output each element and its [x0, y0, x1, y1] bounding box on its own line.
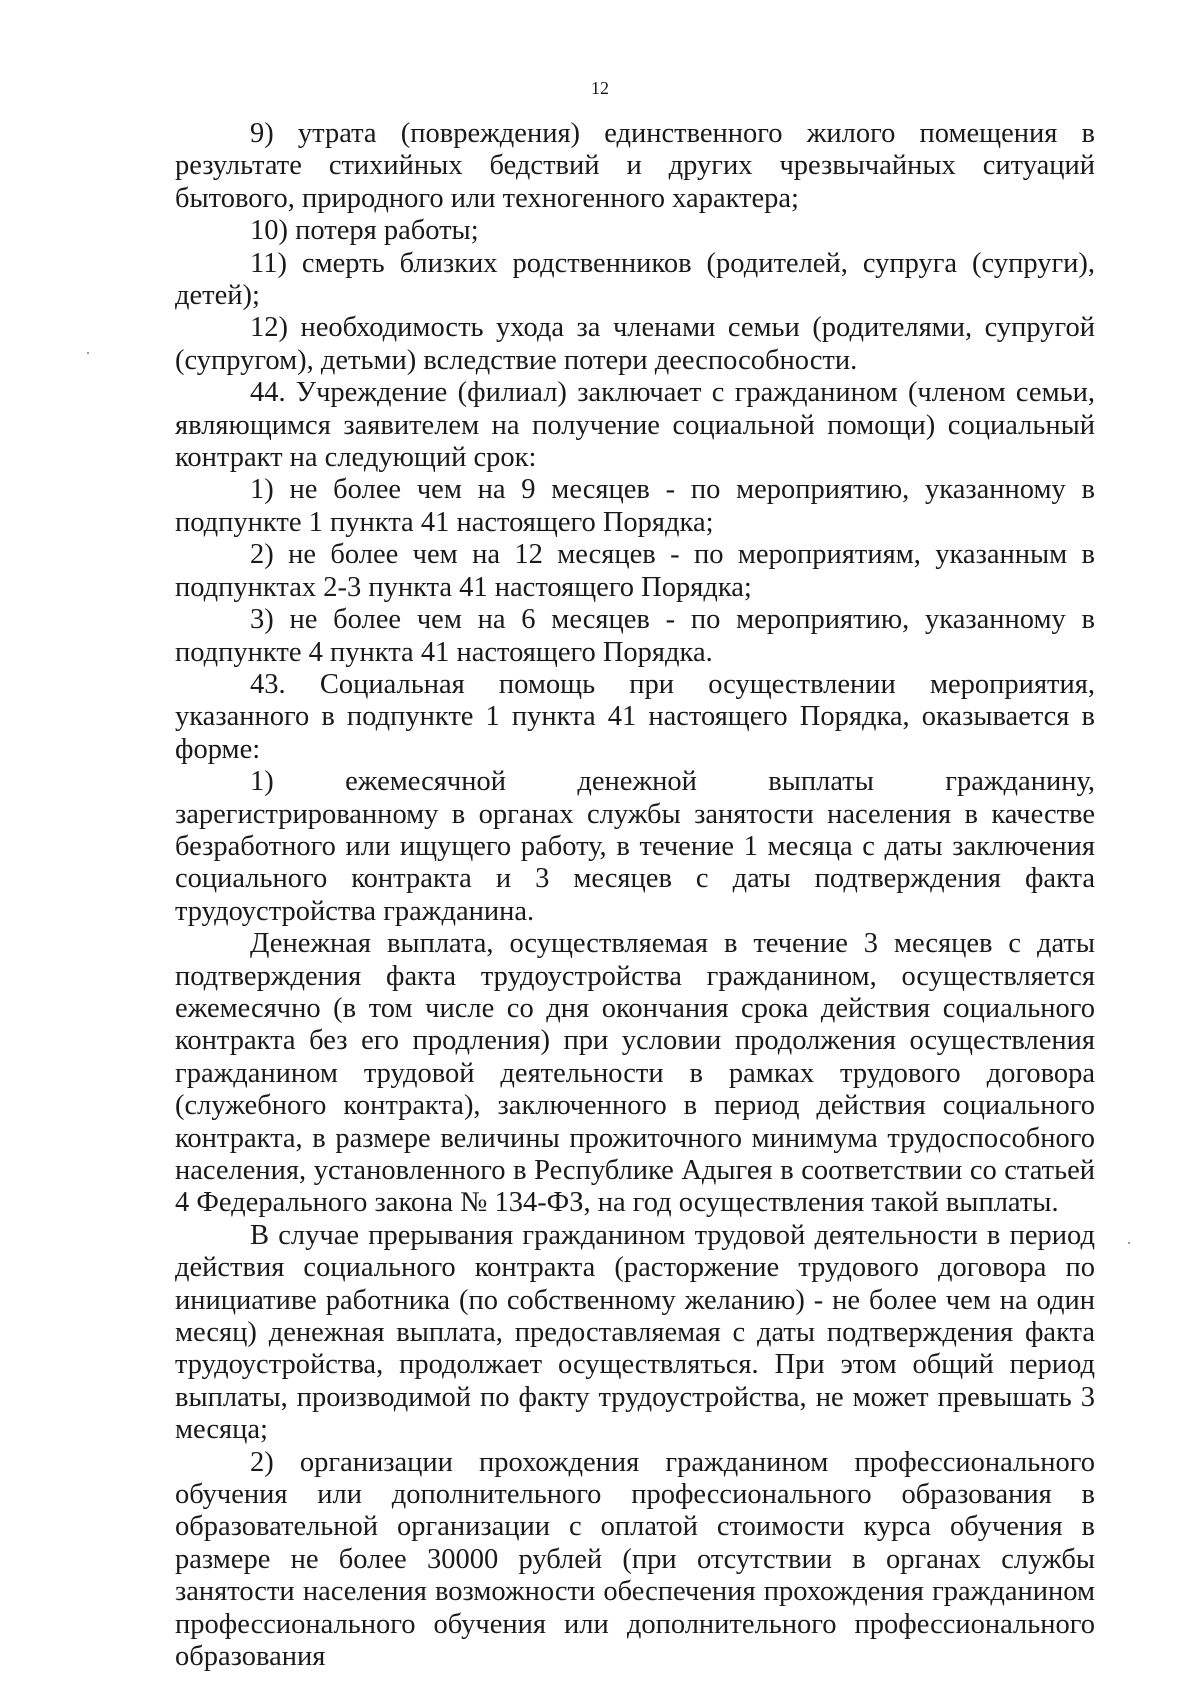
paragraph-item-11: 11) смерть близких родственников (родителей, супруга (супруги), детей);: [175, 247, 1095, 312]
paragraph-interruption: В случае прерывания гражданином трудовой деятельности в период действия социального контракта (расторжение трудового договора по инициативе работника (по собственному желанию) - не более чем на один месяц) денежная выплата, предоставляемая с даты подтверждения факта трудоустройства, продолжает осуществляться. При этом общий период выплаты, производимой по факту трудоустройства, не может превышать 3 месяца;: [175, 1219, 1095, 1446]
paragraph-clause-43: 43. Социальная помощь при осуществлении мероприятия, указанного в подпункте 1 пункта 41 настоящего Порядка, оказывается в форме:: [175, 668, 1095, 765]
paragraph-item-10: 10) потеря работы;: [250, 215, 479, 247]
paragraph-form-2: 2) организации прохождения гражданином профессионального обучения или дополнительного профессионального образования в образовательной организации с оплатой стоимости курса обучения в размере не более 30000 рублей (при отсутствии в органах службы занятости населения возможности обеспечения прохождения гражданином профессионального обучения или дополнительного профессионального образования: [175, 1446, 1095, 1673]
page-number: 12: [591, 78, 609, 98]
scan-speck: [1128, 1242, 1130, 1244]
paragraph-item-12: 12) необходимость ухода за членами семьи (родителями, супругой (супругом), детьми) вследствие потери дееспособности.: [175, 312, 1095, 376]
paragraph-payment-details: Денежная выплата, осуществляемая в течение 3 месяцев с даты подтверждения факта трудоустройства гражданином, осуществляется ежемесячно (в том числе со дня окончания срока действия социального контракта без его продления) при условии продолжения осуществления гражданином трудовой деятельности в рамках трудового договора (служебного контракта), заключенного в период действия социального контракта, в размере величины прожиточного минимума трудоспособного населения, установленного в Республике Адыгея в соответствии со статьей 4 Федерального закона № 134-ФЗ, на год осуществления такой выплаты.: [175, 928, 1095, 1219]
paragraph-clause-44: 44. Учреждение (филиал) заключает с гражданином (членом семьи, являющимся заявителем на получение социальной помощи) социальный контракт на следующий срок:: [175, 377, 1095, 474]
paragraph-term-2: 2) не более чем на 12 месяцев - по мероприятиям, указанным в подпунктах 2-3 пункта 41 настоящего Порядка;: [175, 539, 1095, 603]
document-body: [175, 118, 1095, 1674]
paragraph-term-3: 3) не более чем на 6 месяцев - по мероприятию, указанному в подпункте 4 пункта 41 настоящего Порядка.: [175, 604, 1095, 668]
paragraph-form-1: 1) ежемесячной денежной выплаты гражданину, зарегистрированному в органах службы занятости населения в качестве безработного или ищущего работу, в течение 1 месяца с даты заключения социального контракта и 3 месяцев с даты подтверждения факта трудоустройства гражданина.: [175, 766, 1095, 927]
paragraph-term-1: 1) не более чем на 9 месяцев - по мероприятию, указанному в подпункте 1 пункта 41 настоящего Порядка;: [175, 474, 1095, 538]
scan-speck: [87, 352, 89, 354]
paragraph-item-9: 9) утрата (повреждения) единственного жилого помещения в результате стихийных бедствий и других чрезвычайных ситуаций бытового, природного или техногенного характера;: [175, 118, 1095, 214]
